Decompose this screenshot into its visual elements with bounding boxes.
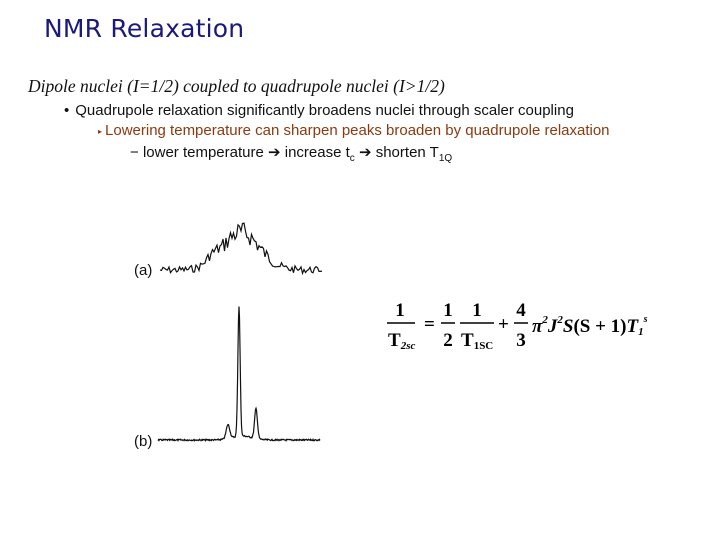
- frac3-num: 4: [516, 300, 526, 321]
- spectrum-b-label: (b): [134, 433, 153, 450]
- arrow-right-icon: ➔: [268, 144, 281, 161]
- frac2-num: 1: [472, 300, 482, 321]
- frac1-num: 1: [443, 300, 453, 321]
- spectrum-b-trace: [158, 307, 320, 441]
- bullet-level1-text: Quadrupole relaxation significantly broadens nuclei through scaler coupling: [75, 102, 574, 119]
- bullet-level3-pre: lower temperature: [142, 144, 264, 161]
- arrow-right-icon: ➔: [358, 144, 372, 161]
- frac1-den: 2: [443, 330, 453, 351]
- slide-subtitle: Dipole nuclei (I=1/2) coupled to quadrupole nuclei (I>1/2): [28, 76, 445, 96]
- frac2-den: T1SC: [461, 330, 494, 352]
- bullet-triangle-icon: ▸: [98, 126, 103, 136]
- spectrum-a-label: (a): [134, 262, 153, 279]
- plus-sign: +: [498, 314, 509, 335]
- equation-rhs: $\pi^2J^2S(S + 1)T1^s$: [532, 314, 648, 338]
- lhs-numerator: 1: [395, 300, 405, 321]
- bullet-level3-mid: increase t: [284, 144, 350, 161]
- spectrum-a-trace: [160, 223, 322, 273]
- relaxation-equation: [386, 296, 666, 356]
- bullet-level3-end: shorten T: [375, 144, 439, 161]
- slide-title: NMR Relaxation: [44, 14, 245, 43]
- bullet-dot-icon: •: [64, 102, 70, 119]
- dash-icon: −: [130, 144, 139, 161]
- bullet-level2-text: Lowering temperature can sharpen peaks broaden by quadrupole relaxation: [105, 122, 610, 139]
- equals-sign: =: [424, 314, 435, 335]
- lhs-denominator: T2sc: [388, 330, 416, 352]
- tc-subscript: c: [349, 153, 355, 164]
- frac3-den: 3: [516, 330, 526, 351]
- t1q-subscript: 1Q: [438, 153, 453, 164]
